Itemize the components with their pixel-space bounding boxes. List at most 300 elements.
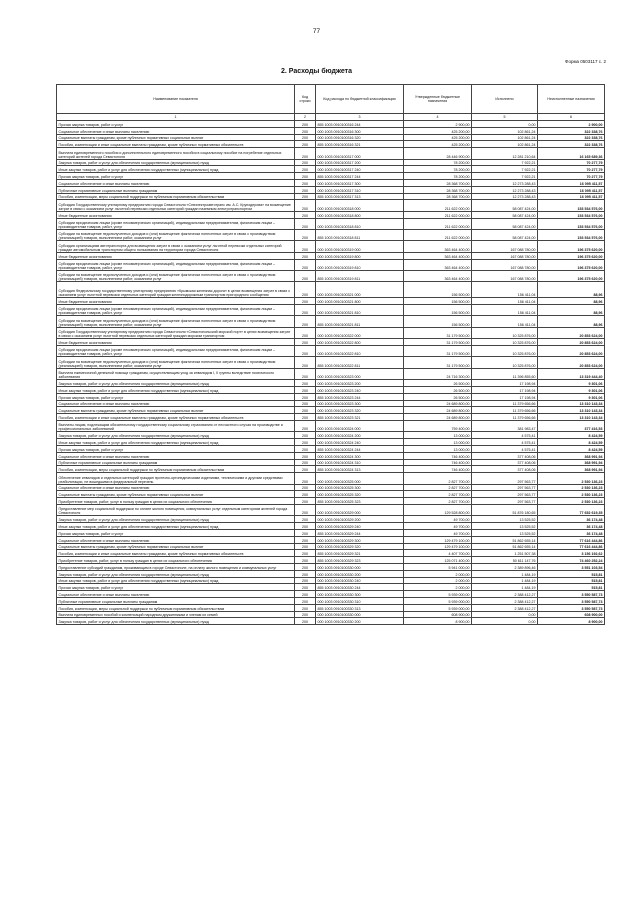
row-approved: 78 200,00 [404,166,472,173]
row-remaining: 36 174,48 [538,529,605,536]
row-budget-code: 000 1003 0910100330 000 [316,563,404,570]
table-row [57,327,605,338]
row-remaining: 153 534 576,00 [538,200,605,211]
row-approved: 8 900,00 [404,618,472,625]
row-line-code: 200 [295,543,316,550]
row-name: Иные закупки товаров, работ и услуг для обеспечения государственных (муниципальных) нужд [57,523,295,530]
row-line-code: 200 [295,529,316,536]
table-row [57,393,605,400]
row-executed: 51 876 180,65 [472,504,538,515]
row-approved: 363 464 400,00 [404,241,472,252]
row-line-code: 200 [295,346,316,357]
row-approved: 363 464 400,00 [404,270,472,281]
table-row [57,439,605,446]
row-approved: 211 622 000,00 [404,229,472,240]
column-number-row [57,114,605,121]
row-name: Субсидии юридическим лицам (кроме некоммерческих организаций), индивидуальным предпринимателям, физическим лицам – производителям товаров, работ, услуг [57,346,295,357]
row-remaining: 608 900,00 [538,611,605,618]
row-remaining: 13 310 143,34 [538,414,605,421]
table-row [57,368,605,379]
row-executed: 4 575,41 [472,446,538,453]
row-executed: 297 563,77 [472,484,538,491]
row-executed: 1 484,19 [472,584,538,591]
row-executed: 12 273 288,43 [472,186,538,193]
column-number: 3 [316,114,404,121]
row-budget-code: 000 1003 0910100323 300 [316,400,404,407]
row-executed: 58 087 424,00 [472,229,538,240]
row-remaining: 322 338,76 [538,141,605,148]
row-name: Публичные нормативные социальные выплаты гражданам [57,459,295,466]
row-name: Иные бюджетные ассигнования [57,298,295,305]
table-row [57,193,605,200]
row-executed: 58 087 424,00 [472,211,538,218]
row-approved: 5 939 000,00 [404,591,472,598]
row-budget-code: 000 1003 0910100329 000 [316,504,404,515]
row-line-code: 200 [295,121,316,128]
row-remaining: 515,81 [538,570,605,577]
table-body [57,121,605,625]
row-line-code: 200 [295,604,316,611]
row-remaining: 13 310 143,34 [538,400,605,407]
row-remaining: 9 301,06 [538,380,605,387]
row-approved: 31 179 500,00 [404,327,472,338]
table-row [57,186,605,193]
table-row [57,241,605,252]
row-name: Иные бюджетные ассигнования [57,252,295,259]
row-remaining: 70 277,79 [538,166,605,173]
row-remaining: 8 900,00 [538,618,605,625]
row-remaining: 16 095 411,57 [538,179,605,186]
row-executed: 167 088 780,00 [472,259,538,270]
row-line-code: 200 [295,186,316,193]
table-row [57,543,605,550]
row-name: Выплата ежемесячной денежной помощи гражданам, осуществляющим уход за инвалидом I, II группы вследствие психического заболевания [57,368,295,379]
table-row [57,173,605,180]
row-budget-code: 000 1003 0910100324 240 [316,439,404,446]
row-budget-code: 000 1003 0910100319 800 [316,252,404,259]
row-line-code: 200 [295,339,316,346]
row-line-code: 200 [295,298,316,305]
row-remaining: 153 534 576,00 [538,218,605,229]
row-line-code: 200 [295,459,316,466]
row-name: Субсидии юридическим лицам (кроме некоммерческих организаций), индивидуальным предпринимателям, физическим лицам – производителям товаров, работ, услуг [57,218,295,229]
row-approved: 4 407 700,00 [404,550,472,557]
row-remaining: 322 338,76 [538,127,605,134]
table-row [57,597,605,604]
row-executed: 0,00 [472,121,538,128]
row-approved: 2 000,00 [404,577,472,584]
table-row [57,200,605,211]
row-executed: 13 525,52 [472,523,538,530]
row-name: Выплата единовременного пособия и дополнительного единовременного пособия в социальному пособие на погребение отдельных категорий жителей города Севастополя [57,148,295,159]
row-executed: 2 389 896,46 [472,563,538,570]
row-line-code: 200 [295,282,316,298]
row-line-code: 200 [295,584,316,591]
row-executed: 50 611 147,76 [472,557,538,564]
row-approved: 608 900,00 [404,611,472,618]
table-row [57,127,605,134]
row-name: Иные закупки товаров, работ и услуг для обеспечения государственных (муниципальных) нужд [57,577,295,584]
table-row [57,148,605,159]
table-row [57,357,605,368]
row-approved: 78 200,00 [404,159,472,166]
table-row [57,529,605,536]
row-approved: 129 479 100,00 [404,543,472,550]
row-budget-code: 855 1003 0910100325 323 [316,498,404,505]
row-remaining: 88,96 [538,298,605,305]
table-row [57,618,605,625]
row-name: Иные закупки товаров, работ и услуг для обеспечения государственных (муниципальных) нужд [57,387,295,394]
row-executed: 7 922,21 [472,159,538,166]
row-remaining: 368 991,94 [538,459,605,466]
row-approved: 425 200,00 [404,127,472,134]
row-line-code: 200 [295,452,316,459]
row-budget-code: 000 1003 0910100322 810 [316,346,404,357]
row-budget-code: 000 1003 0910100323 240 [316,387,404,394]
table-row [57,270,605,281]
row-remaining: 36 174,48 [538,523,605,530]
row-line-code: 200 [295,134,316,141]
row-name: Социальные выплаты гражданам, кроме публичных нормативных социальных выплат [57,407,295,414]
row-line-code: 200 [295,211,316,218]
row-approved: 49 700,00 [404,516,472,523]
row-line-code: 200 [295,200,316,211]
row-remaining: 9 301,06 [538,387,605,394]
row-remaining: 153 534 576,00 [538,211,605,218]
table-row [57,604,605,611]
row-budget-code: 000 1003 0910100329 300 [316,536,404,543]
row-budget-code: 855 1003 0910100324 313 [316,466,404,473]
row-executed: 377 408,06 [472,452,538,459]
header-line: Код строки [295,85,316,114]
row-line-code: 200 [295,570,316,577]
table-row [57,400,605,407]
table-row [57,218,605,229]
row-executed: 13 525,52 [472,516,538,523]
row-executed: 13 525,52 [472,529,538,536]
row-name: Субсидия Федеральному государственному унитарному предприятию «Крымская железная дорога» в целях возмещения затрат в связи с оказанием услуг льготной перевозки отдельных категорий граждан железнодорожным транспортом пригородного сообщения [57,282,295,298]
table-row [57,536,605,543]
row-executed: 156 411,04 [472,298,538,305]
row-approved: 156 500,00 [404,305,472,316]
row-approved: 13 000,00 [404,439,472,446]
row-budget-code: 000 1003 0910100330 300 [316,591,404,598]
row-remaining: 3 550 587,73 [538,597,605,604]
row-approved: 746 400,00 [404,466,472,473]
row-budget-code: 000 1003 0910100321 810 [316,305,404,316]
row-name: Прочая закупка товаров, работ и услуг [57,584,295,591]
row-name: Социальное обеспечение и иные выплаты населению [57,452,295,459]
row-approved: 2 900,00 [404,121,472,128]
row-approved: 49 700,00 [404,523,472,530]
row-executed: 297 563,77 [472,473,538,484]
row-remaining: 368 991,94 [538,466,605,473]
row-approved: 26 500,00 [404,387,472,394]
row-remaining: 88,96 [538,305,605,316]
row-name: Субсидии юридическим лицам (кроме некоммерческих организаций), индивидуальным предпринимателям, физическим лицам – производителям товаров, работ, услуг [57,259,295,270]
row-line-code: 200 [295,466,316,473]
row-executed: 102 861,24 [472,127,538,134]
table-row [57,611,605,618]
row-executed: 11 379 656,66 [472,400,538,407]
column-number: 1 [57,114,295,121]
row-line-code: 200 [295,577,316,584]
row-line-code: 200 [295,439,316,446]
row-remaining: 196 375 620,00 [538,270,605,281]
table-row [57,259,605,270]
row-executed: 167 088 780,00 [472,270,538,281]
row-remaining: 196 375 620,00 [538,259,605,270]
row-name: Приобретение товаров, работ, услуг в пользу граждан в целях их социального обеспечения [57,498,295,505]
row-remaining: 88,96 [538,282,605,298]
row-remaining: 16 165 689,36 [538,148,605,159]
row-remaining: 196 375 620,00 [538,241,605,252]
row-line-code: 200 [295,550,316,557]
row-line-code: 200 [295,421,316,432]
table-row [57,211,605,218]
row-remaining: 2 530 136,23 [538,473,605,484]
row-executed: 102 861,24 [472,134,538,141]
row-name: Субсидии на возмещение недополученных доходов и (или) возмещение фактически понесенных затрат в связи с производством (реализацией) товаров, выполнением работ, оказанием услуг [57,357,295,368]
row-budget-code: 855 1003 0910100318 811 [316,229,404,240]
row-remaining: 20 853 624,00 [538,346,605,357]
row-executed: 377 408,06 [472,466,538,473]
table-row [57,432,605,439]
row-budget-code: 000 1003 0910100322 800 [316,339,404,346]
section-title: 2. Расходы бюджета [281,68,352,75]
row-line-code: 200 [295,305,316,316]
row-approved: 13 000,00 [404,446,472,453]
row-budget-code: 000 1003 0910100318 000 [316,200,404,211]
row-budget-code: 000 1003 0910100321 000 [316,282,404,298]
row-budget-code: 000 1003 0910100319 000 [316,241,404,252]
row-budget-code: 000 1003 0910100330 000 [316,611,404,618]
row-approved: 2 827 700,00 [404,491,472,498]
row-executed: 17 198,94 [472,393,538,400]
row-budget-code: 000 1003 0910100317 310 [316,186,404,193]
row-line-code: 200 [295,432,316,439]
row-executed: 11 379 656,66 [472,407,538,414]
table-row [57,339,605,346]
row-budget-code: 000 1003 0910100325 000 [316,473,404,484]
row-budget-code: 000 1003 0910100319 810 [316,259,404,270]
row-name: Иные закупки товаров, работ и услуг для обеспечения государственных (муниципальных) нужд [57,166,295,173]
column-number: 6 [538,114,605,121]
row-executed: 12 273 288,43 [472,179,538,186]
row-budget-code: 000 1003 0910100330 310 [316,597,404,604]
row-remaining: 8 424,59 [538,439,605,446]
row-line-code: 200 [295,446,316,453]
row-executed: 10 325 876,00 [472,339,538,346]
row-name: Социальное обеспечение и иные выплаты населению [57,591,295,598]
row-line-code: 200 [295,316,316,327]
row-remaining: 20 853 624,00 [538,339,605,346]
row-name: Пособия, компенсации, меры социальной поддержки по публичным нормативным обязательствам [57,604,295,611]
row-remaining: 3 550 587,73 [538,591,605,598]
row-approved: 31 179 500,00 [404,357,472,368]
row-remaining: 8 424,59 [538,432,605,439]
row-approved: 211 622 000,00 [404,200,472,211]
row-remaining: 77 652 619,35 [538,504,605,515]
table-row [57,141,605,148]
row-executed: 10 325 876,00 [472,357,538,368]
row-budget-code: 000 1003 0910100317 000 [316,148,404,159]
row-name: Иные бюджетные ассигнования [57,211,295,218]
row-line-code: 200 [295,597,316,604]
column-number: 4 [404,114,472,121]
row-approved: 129 528 800,00 [404,504,472,515]
row-approved: 5 941 000,00 [404,563,472,570]
row-name: Закупка товаров, работ и услуг для обеспечения государственных (муниципальных) нужд [57,159,295,166]
table-row [57,550,605,557]
row-executed: 167 088 780,00 [472,241,538,252]
row-approved: 2 827 700,00 [404,498,472,505]
header-approved: Утвержденные бюджетные назначения [404,85,472,114]
row-remaining: 74 460 252,24 [538,557,605,564]
row-name: Социальное обеспечение и иные выплаты населению [57,400,295,407]
row-line-code: 200 [295,516,316,523]
row-line-code: 200 [295,241,316,252]
header-name: Наименование показателя [57,85,295,114]
expenses-table [56,84,605,625]
table-row [57,387,605,394]
row-remaining: 322 338,76 [538,134,605,141]
row-line-code: 200 [295,166,316,173]
page-number: 77 [312,28,321,35]
table-row [57,557,605,564]
row-budget-code: 855 1003 0910100324 244 [316,446,404,453]
row-line-code: 200 [295,523,316,530]
row-line-code: 200 [295,491,316,498]
row-executed: 297 563,77 [472,491,538,498]
row-budget-code: 000 1003 0910100323 320 [316,407,404,414]
row-approved: 28 368 700,00 [404,186,472,193]
row-executed: 381 983,47 [472,421,538,432]
row-budget-code: 000 1003 0910100323 000 [316,368,404,379]
row-remaining: 9 301,06 [538,393,605,400]
table-row [57,159,605,166]
row-budget-code: 855 1003 0910100330 244 [316,584,404,591]
row-name: Субсидии на возмещение недополученных доходов и (или) возмещение фактически понесенных затрат в связи с производством (реализацией) товаров, выполнением работ, оказанием услуг [57,229,295,240]
row-line-code: 200 [295,484,316,491]
row-name: Субсидия Государственному унитарному предприятию города Севастополя «Севастопольский морской порт» в целях возмещения затрат в связи с оказанием услуг льготной перевозки отдельных категорий граждан морским транспортом [57,327,295,338]
row-budget-code: 000 1003 0910100324 200 [316,432,404,439]
row-budget-code: 000 1003 0910100330 240 [316,577,404,584]
row-name: Закупка товаров, работ и услуг для обеспечения государственных (муниципальных) нужд [57,516,295,523]
row-budget-code: 855 1003 0910100322 811 [316,357,404,368]
table-row [57,346,605,357]
row-budget-code: 000 1003 0910100325 320 [316,491,404,498]
row-name: Социальное обеспечение и иные выплаты населению [57,127,295,134]
row-line-code: 200 [295,259,316,270]
row-name: Прочая закупка товаров, работ и услуг [57,393,295,400]
table-row [57,584,605,591]
row-budget-code: 855 1003 0910100319 811 [316,270,404,281]
row-line-code: 200 [295,611,316,618]
row-line-code: 200 [295,618,316,625]
header-row [57,85,605,114]
row-remaining: 3 156 192,62 [538,550,605,557]
row-line-code: 200 [295,252,316,259]
row-line-code: 200 [295,193,316,200]
row-line-code: 200 [295,368,316,379]
row-executed: 1 484,19 [472,570,538,577]
row-name: Закупка товаров, работ и услуг для обеспечения государственных (муниципальных) нужд [57,618,295,625]
row-approved: 24 689 800,00 [404,407,472,414]
row-executed: 4 575,41 [472,432,538,439]
table-row [57,563,605,570]
row-approved: 5 939 000,00 [404,604,472,611]
row-name: Пособия, компенсации и иные социальные выплаты гражданам, кроме публичных нормативных обязательств [57,141,295,148]
row-approved: 28 446 900,00 [404,148,472,159]
table-row [57,446,605,453]
row-approved: 31 179 500,00 [404,339,472,346]
row-name: Выплаты лицам, подлежащим обязательному государственному социальному страхованию от несчастного случая на производстве и профессиональных заболеваний [57,421,295,432]
row-line-code: 200 [295,557,316,564]
row-line-code: 200 [295,229,316,240]
row-executed: 156 411,04 [472,316,538,327]
row-line-code: 200 [295,141,316,148]
row-name: Субсидии юридическим лицам (кроме некоммерческих организаций), индивидуальным предпринимателям, физическим лицам – производителям товаров, работ, услуг [57,305,295,316]
row-remaining: 515,81 [538,584,605,591]
row-budget-code: 855 1003 0910100329 323 [316,557,404,564]
row-budget-code: 000 1003 0910100316 300 [316,127,404,134]
row-executed: 58 087 424,00 [472,218,538,229]
row-approved: 24 689 800,00 [404,400,472,407]
table-row [57,570,605,577]
row-executed: 0,00 [472,618,538,625]
row-budget-code: 000 1003 0910100329 200 [316,516,404,523]
row-approved: 26 500,00 [404,380,472,387]
row-name: Закупка товаров, работ и услуг для обеспечения государственных (муниципальных) нужд [57,432,295,439]
row-remaining: 153 534 576,00 [538,229,605,240]
row-line-code: 200 [295,357,316,368]
row-budget-code: 855 1003 0910100323 321 [316,414,404,421]
row-name: Пособия, компенсации и иные социальные выплаты гражданам, кроме публичных нормативных обязательств [57,550,295,557]
table-row [57,252,605,259]
row-approved: 156 500,00 [404,298,472,305]
row-remaining: 2 530 136,23 [538,491,605,498]
row-line-code: 200 [295,563,316,570]
row-name: Социальное обеспечение и иные выплаты населению [57,179,295,186]
row-name: Прочая закупка товаров, работ и услуг [57,173,295,180]
row-executed: 377 408,06 [472,459,538,466]
row-approved: 746 400,00 [404,459,472,466]
row-approved: 211 622 000,00 [404,218,472,229]
row-line-code: 200 [295,498,316,505]
row-executed: 2 388 412,27 [472,604,538,611]
table-row [57,591,605,598]
table-row [57,523,605,530]
row-line-code: 200 [295,407,316,414]
row-executed: 17 198,94 [472,380,538,387]
row-name: Закупка товаров, работ и услуг для обеспечения государственных (муниципальных) нужд [57,380,295,387]
row-name: Закупка товаров, работ и услуг для обеспечения государственных (муниципальных) нужд [57,570,295,577]
row-approved: 425 200,00 [404,141,472,148]
row-remaining: 20 853 624,00 [538,357,605,368]
row-remaining: 196 375 620,00 [538,252,605,259]
row-remaining: 13 319 444,40 [538,368,605,379]
table-row [57,305,605,316]
table-row [57,459,605,466]
table-row [57,498,605,505]
row-approved: 363 464 400,00 [404,252,472,259]
row-budget-code: 000 1003 0910100324 310 [316,459,404,466]
row-name: Предоставление мер социальной поддержки по оплате жилого помещения, коммунальных услуг отдельным категориям жителей города Севастополя [57,504,295,515]
row-budget-code: 000 1003 0910100322 000 [316,327,404,338]
row-executed: 51 862 655,14 [472,536,538,543]
row-line-code: 200 [295,327,316,338]
